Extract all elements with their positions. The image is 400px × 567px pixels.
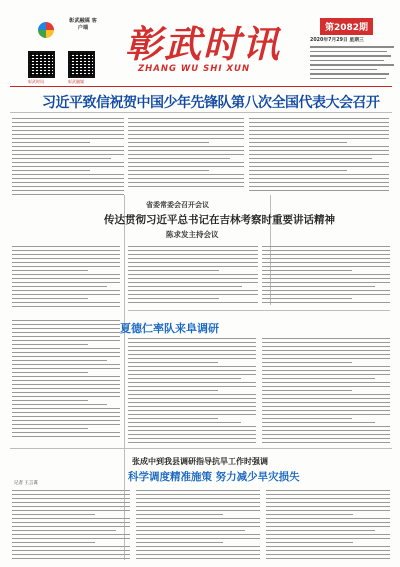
byline: 记者 王言谋 [14, 481, 38, 486]
app-logo-icon [38, 22, 54, 38]
article-text [128, 338, 256, 446]
article-text [128, 118, 244, 190]
second-headline: 传达贯彻习近平总书记在吉林考察时重要讲话精神 [104, 214, 335, 226]
newspaper-pinyin: ZHANG WU SHI XUN [138, 64, 251, 74]
article-text [12, 118, 124, 198]
third-headline: 夏德仁率队来阜调研 [120, 322, 219, 335]
app-name: 彰武融媒 客户端 [69, 18, 97, 31]
article-text [136, 490, 260, 562]
second-subheadline: 陈求发主持会议 [166, 230, 219, 239]
masthead-info-lines [310, 46, 394, 82]
article-text [12, 320, 120, 440]
article-text [12, 490, 130, 562]
article-text [12, 246, 120, 310]
article-text [128, 246, 258, 306]
qr-caption: 彰武融媒 [68, 79, 84, 84]
qr-code-icon [28, 51, 55, 78]
divider [10, 112, 392, 113]
article-text [262, 246, 390, 306]
masthead-divider [10, 86, 392, 87]
issue-number: 第2082期 [320, 18, 373, 35]
article-text [249, 118, 389, 194]
divider [128, 310, 390, 311]
qr-caption: 彰武时讯 [28, 79, 44, 84]
lead-headline: 习近平致信祝贺中国少年先锋队第八次全国代表大会召开 [42, 95, 380, 111]
divider [10, 448, 392, 449]
masthead [10, 6, 392, 82]
second-kicker: 省委常委会召开会议 [146, 200, 209, 209]
qr-code-icon [68, 51, 95, 78]
fourth-headline: 科学调度精准施策 努力减少旱灾损失 [128, 471, 300, 483]
article-text [262, 338, 390, 446]
newspaper-title: 彰武时讯 [125, 22, 281, 66]
fourth-kicker: 张成中到我县调研指导抗旱工作时强调 [132, 456, 268, 466]
article-text [266, 490, 390, 562]
issue-date: 2020年7月29日 星期三 [310, 38, 364, 43]
